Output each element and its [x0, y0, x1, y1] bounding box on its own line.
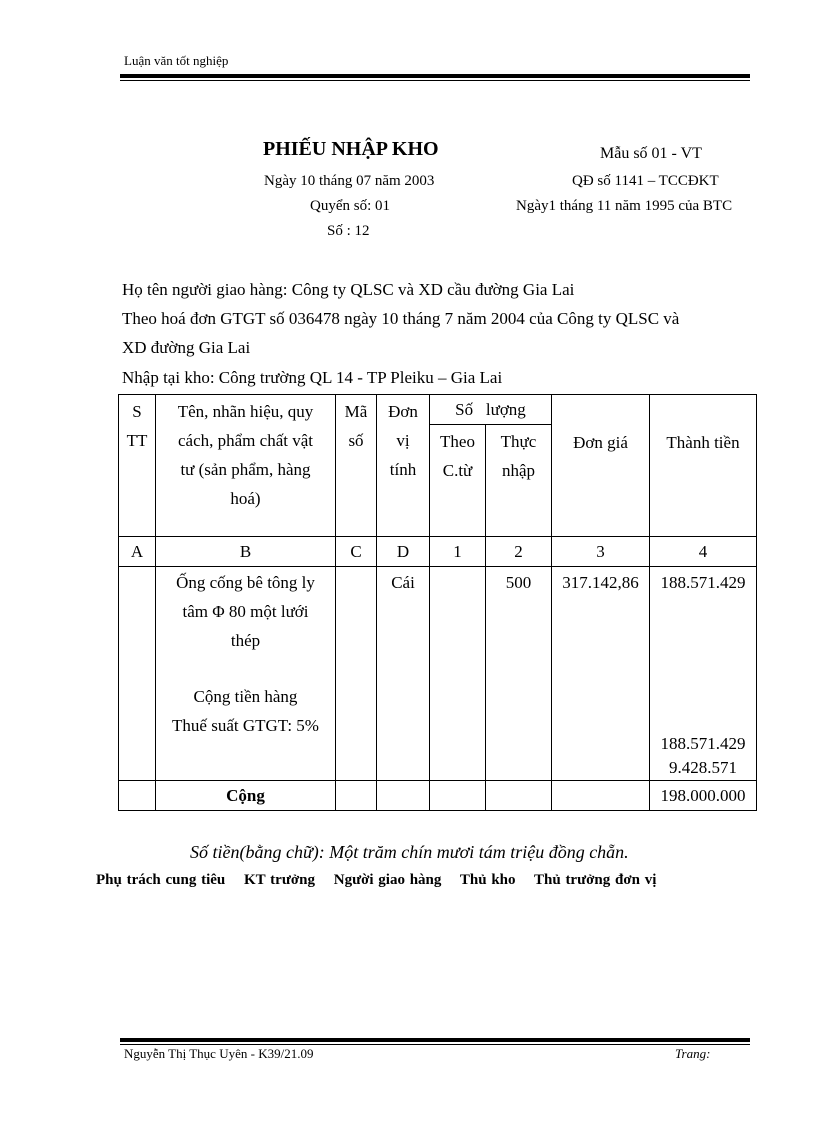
column-code-row	[119, 537, 757, 567]
item-amount: 188.571.429	[660, 573, 746, 592]
total-amount: 198.000.000	[650, 781, 757, 811]
header-amount: Thành tiền	[650, 395, 757, 537]
col-code-4: 4	[650, 537, 757, 567]
col-code-b: B	[156, 537, 336, 567]
col-code-3: 3	[552, 537, 650, 567]
book-number: Quyển số: 01	[310, 198, 390, 214]
item-name-1: Ống cống bê tông ly	[176, 573, 315, 592]
header-rule-thin	[120, 80, 750, 81]
header-stt: S TT	[119, 395, 156, 537]
vat-label: Thuế suất GTGT: 5%	[172, 716, 319, 735]
header-qty-doc: Theo C.từ	[430, 425, 486, 537]
col-code-1: 1	[430, 537, 486, 567]
header-qty-actual: Thực nhập	[486, 425, 552, 537]
subtotal-label: Cộng tiền hàng	[193, 687, 298, 706]
header-unit: Đơn vị tính	[377, 395, 430, 537]
warehouse-line: Nhập tại kho: Công trường QL 14 - TP Pleiku – Gia Lai	[122, 368, 503, 387]
item-qty-actual: 500	[486, 567, 552, 781]
document-title: PHIẾU NHẬP KHO	[263, 138, 439, 160]
item-row	[119, 567, 757, 781]
total-stt	[119, 781, 156, 811]
signer-chief-accountant: KT trưởng	[244, 872, 315, 888]
header-code: Mã số	[336, 395, 377, 537]
document-number: Số : 12	[327, 223, 370, 239]
subtotal-amount: 188.571.429	[660, 734, 746, 753]
total-label: Cộng	[156, 781, 336, 811]
invoice-line-cont: XD đường Gia Lai	[122, 338, 251, 357]
header-unit-price: Đơn giá	[552, 395, 650, 537]
signer-unit-head: Thủ trưởng đơn vị	[534, 872, 657, 888]
total-row	[119, 781, 757, 811]
decision-date: Ngày1 tháng 11 năm 1995 của BTC	[516, 198, 733, 214]
item-unit: Cái	[377, 567, 430, 781]
item-unit-price: 317.142,86	[552, 567, 650, 781]
decision-number: QĐ số 1141 – TCCĐKT	[572, 173, 719, 189]
col-code-2: 2	[486, 537, 552, 567]
running-header: Luận văn tốt nghiệp	[124, 53, 229, 68]
signer-deliverer: Người giao hàng	[333, 872, 442, 888]
form-number: Mẫu số 01 - VT	[600, 145, 702, 162]
signer-purchasing: Phụ trách cung tiêu	[96, 872, 226, 888]
footer-author: Nguyễn Thị Thục Uyên - K39/21.09	[124, 1046, 314, 1061]
signer-row	[96, 872, 670, 889]
vat-amount: 9.428.571	[669, 758, 737, 777]
item-amount-cell	[650, 567, 757, 781]
col-code-d: D	[377, 537, 430, 567]
signer-storekeeper: Thủ kho	[459, 872, 516, 888]
item-name-3: thép	[230, 631, 261, 650]
item-stt	[119, 567, 156, 781]
header-item-name: Tên, nhãn hiệu, quy cách, phẩm chất vật tư (sản phẩm, hàng hoá)	[156, 395, 336, 537]
header-rule-thick	[120, 74, 750, 78]
header-quantity: Số lượng	[430, 395, 552, 425]
item-name-cell	[156, 567, 336, 781]
receipt-table	[118, 394, 757, 811]
col-code-c: C	[336, 537, 377, 567]
header-row-1	[119, 395, 757, 425]
deliverer-line: Họ tên người giao hàng: Công ty QLSC và XD cầu đường Gia Lai	[122, 280, 575, 299]
footer-rule-thick	[120, 1038, 750, 1042]
amount-in-words: Số tiền(bằng chữ): Một trăm chín mươi tám triệu đồng chẵn.	[190, 842, 629, 862]
item-name-2: tâm Φ 80 một lưới	[182, 602, 309, 621]
col-code-a: A	[119, 537, 156, 567]
item-code	[336, 567, 377, 781]
footer-page-label: Trang:	[675, 1046, 711, 1061]
item-qty-doc	[430, 567, 486, 781]
invoice-line: Theo hoá đơn GTGT số 036478 ngày 10 tháng 7 năm 2004 của Công ty QLSC và	[122, 309, 680, 328]
document-date: Ngày 10 tháng 07 năm 2003	[264, 173, 435, 189]
footer-rule-thin	[120, 1044, 750, 1045]
